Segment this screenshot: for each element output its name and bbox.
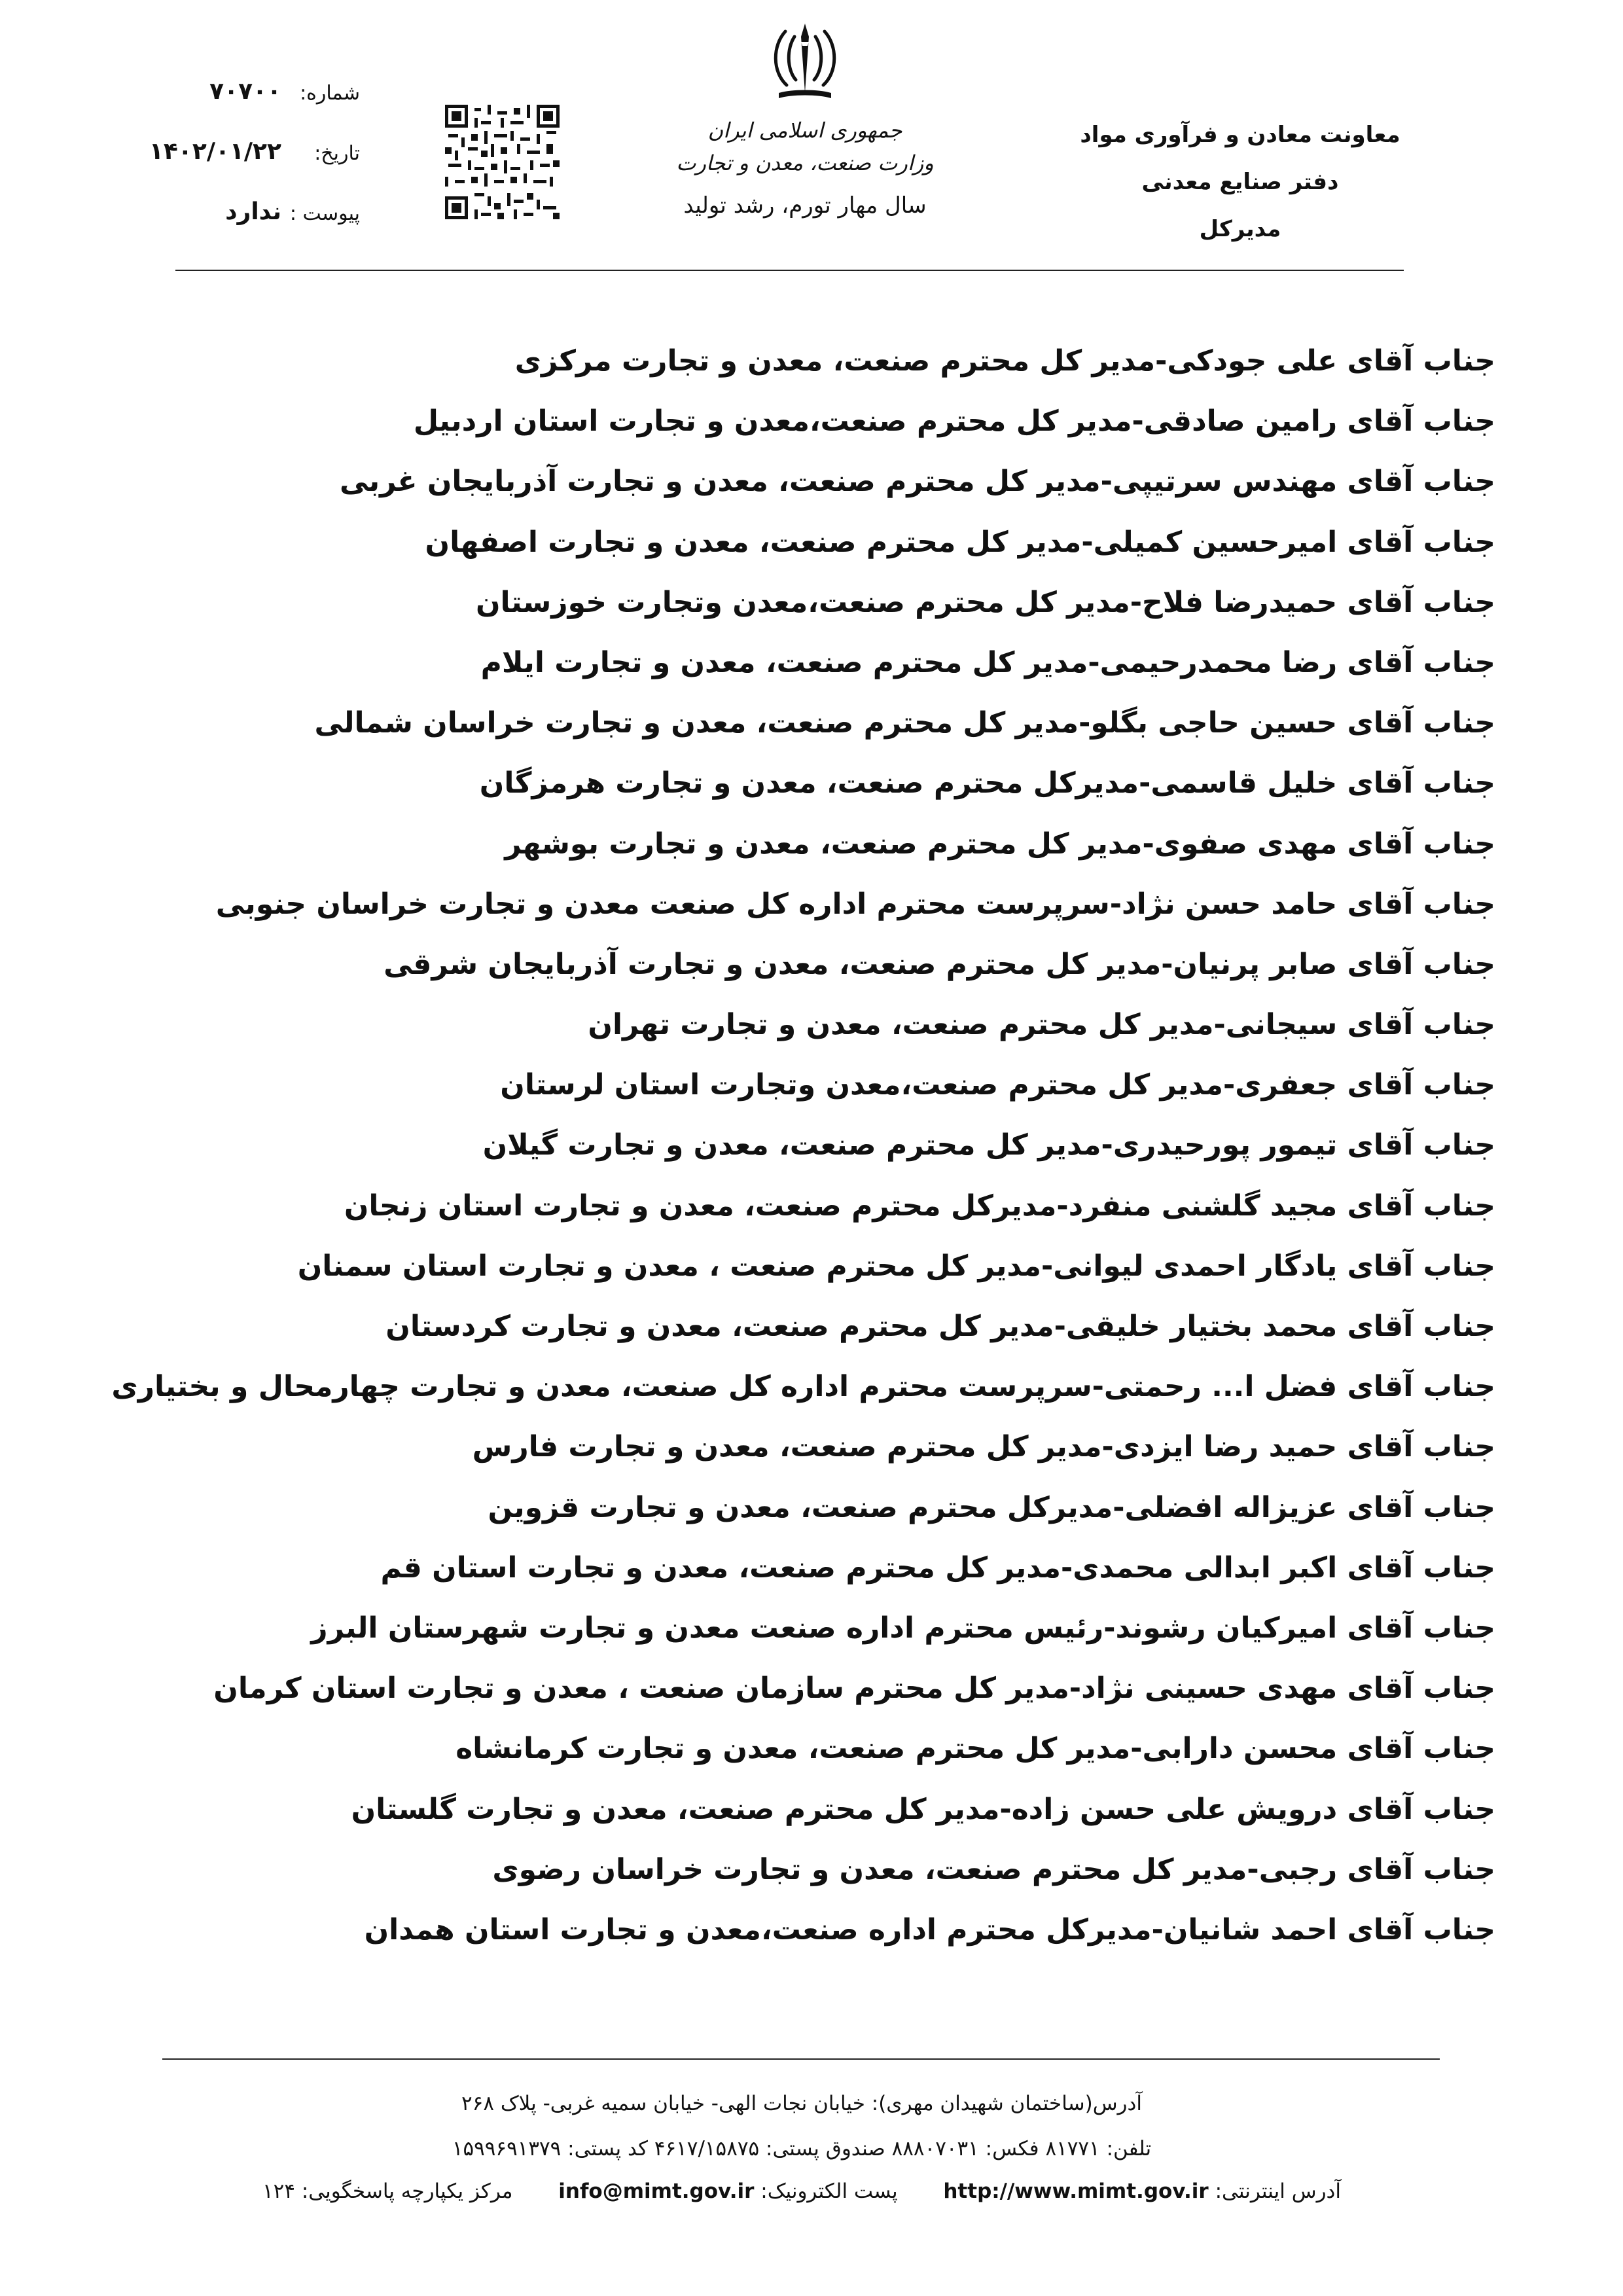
footer-address: آدرس(ساختمان شهیدان مهری): خیابان نجات الهی- خیابان سمیه غربی- پلاک ۲۶۸ bbox=[461, 2092, 1142, 2115]
department-block bbox=[1070, 111, 1410, 253]
email-label: پست الکترونیک: bbox=[760, 2179, 898, 2203]
recipient-line: جناب آقای حامد حسن نژاد-سرپرست محترم اداره کل صنعت معدن و تجارت خراسان جنوبی bbox=[215, 887, 1495, 921]
department-line-deputy: معاونت معادن و فرآوری مواد bbox=[1080, 122, 1400, 148]
year-slogan: سال مهار تورم، رشد تولید bbox=[683, 192, 927, 219]
recipient-line: جناب آقای حمیدرضا فلاح-مدیر کل محترم صنعت،معدن وتجارت خوزستان bbox=[475, 585, 1495, 619]
recipient-line: جناب آقای امیرحسین کمیلی-مدیر کل محترم صنعت، معدن و تجارت اصفهان bbox=[425, 525, 1495, 559]
letter-number-label: شماره: bbox=[300, 82, 360, 105]
recipient-line: جناب آقای علی جودکی-مدیر کل محترم صنعت، معدن و تجارت مرکزی bbox=[514, 344, 1495, 378]
website-label: آدرس اینترنتی: bbox=[1215, 2179, 1341, 2203]
ministry-name-line1: جمهوری اسلامی ایران bbox=[707, 118, 902, 143]
recipient-line: جناب آقای احمد شانیان-مدیرکل محترم اداره صنعت،معدن و تجارت استان همدان bbox=[364, 1912, 1495, 1946]
recipient-line: جناب آقای محسن دارابی-مدیر کل محترم صنعت، معدن و تجارت کرمانشاه bbox=[455, 1732, 1495, 1766]
recipient-line: جناب آقای رجبی-مدیر کل محترم صنعت، معدن و تجارت خراسان رضوی bbox=[492, 1852, 1495, 1886]
recipient-line: جناب آقای یادگار احمدی لیوانی-مدیر کل محترم صنعت ، معدن و تجارت استان سمنان bbox=[297, 1249, 1495, 1283]
footer-phone-line: تلفن: ۸۱۷۷۱ فکس: ۸۸۸۰۷۰۳۱ صندوق پستی: ۴۶۱۷/۱۵۸۷۵ کد پستی: ۱۵۹۹۶۹۱۳۷۹ bbox=[452, 2137, 1152, 2161]
recipient-line: جناب آقای فضل ا... رحمتی-سرپرست محترم اداره کل صنعت، معدن و تجارت چهارمحال و بختیاری bbox=[111, 1370, 1495, 1404]
website-link[interactable]: http://www.mimt.gov.ir bbox=[943, 2179, 1209, 2203]
recipient-line: جناب آقای حسین حاجی بگلو-مدیر کل محترم صنعت، معدن و تجارت خراسان شمالی bbox=[314, 706, 1495, 740]
recipient-line: جناب آقای مهندس سرتیپی-مدیر کل محترم صنعت، معدن و تجارت آذربایجان غربی bbox=[340, 465, 1495, 499]
email-link[interactable]: info@mimt.gov.ir bbox=[558, 2179, 755, 2203]
recipient-line: جناب آقای صابر پرنیان-مدیر کل محترم صنعت، معدن و تجارت آذربایجان شرقی bbox=[383, 947, 1495, 981]
recipient-line: جناب آقای رامین صادقی-مدیر کل محترم صنعت،معدن و تجارت استان اردبیل bbox=[413, 404, 1495, 439]
recipient-line: جناب آقای حمید رضا ایزدی-مدیر کل محترم صنعت، معدن و تجارت فارس bbox=[472, 1430, 1495, 1464]
ministry-logo-block bbox=[668, 20, 942, 219]
header-divider bbox=[175, 270, 1404, 271]
recipient-line: جناب آقای مجید گلشنی منفرد-مدیرکل محترم صنعت، معدن و تجارت استان زنجان bbox=[344, 1189, 1495, 1223]
letter-date-value: ۱۴۰۲/۰۱/۲۲ bbox=[149, 138, 281, 165]
department-line-director: مدیرکل bbox=[1199, 216, 1281, 242]
recipients-list bbox=[88, 331, 1495, 1960]
recipient-line: جناب آقای امیرکیان رشوند-رئیس محترم اداره صنعت معدن و تجارت شهرستان البرز bbox=[311, 1611, 1495, 1645]
iran-emblem-icon bbox=[766, 20, 844, 111]
department-line-office: دفتر صنایع معدنی bbox=[1141, 169, 1339, 195]
recipient-line: جناب آقای اکبر ابدالی محمدی-مدیر کل محترم صنعت، معدن و تجارت استان قم bbox=[380, 1551, 1495, 1585]
letter-number-value: ۷۰۷۰۰ bbox=[209, 78, 281, 105]
call-center: مرکز یکپارچه پاسخگویی: ۱۲۴ bbox=[262, 2179, 513, 2203]
recipient-line: جناب آقای تیمور پورحیدری-مدیر کل محترم صنعت، معدن و تجارت گیلان bbox=[482, 1128, 1495, 1162]
letter-attachment-row bbox=[190, 196, 360, 256]
qr-code-icon bbox=[445, 105, 560, 219]
letter-attachment-label: پیوست : bbox=[289, 202, 360, 225]
letter-number-row bbox=[190, 75, 360, 135]
recipient-line: جناب آقای سیجانی-مدیر کل محترم صنعت، معدن و تجارت تهران bbox=[588, 1008, 1495, 1042]
recipient-line: جناب آقای عزیزاله افضلی-مدیرکل محترم صنعت، معدن و تجارت قزوین bbox=[488, 1490, 1495, 1524]
recipient-line: جناب آقای خلیل قاسمی-مدیرکل محترم صنعت، معدن و تجارت هرمزگان bbox=[479, 766, 1495, 800]
letter-date-label: تاریخ: bbox=[314, 142, 360, 165]
recipient-line: جناب آقای جعفری-مدیر کل محترم صنعت،معدن وتجارت استان لرستان bbox=[500, 1068, 1495, 1102]
footer-contact-line bbox=[196, 2179, 1407, 2203]
recipient-line: جناب آقای مهدی صفوی-مدیر کل محترم صنعت، معدن و تجارت بوشهر bbox=[505, 827, 1495, 861]
letter-attachment-value: ندارد bbox=[225, 198, 281, 225]
ministry-name-line2: وزارت صنعت، معدن و تجارت bbox=[676, 151, 934, 175]
recipient-line: جناب آقای محمد بختیار خلیقی-مدیر کل محترم صنعت، معدن و تجارت کردستان bbox=[385, 1310, 1495, 1343]
letter-date-row bbox=[149, 135, 360, 196]
recipient-line: جناب آقای مهدی حسینی نژاد-مدیر کل محترم سازمان صنعت ، معدن و تجارت استان کرمان bbox=[213, 1672, 1495, 1706]
recipient-line: جناب آقای درویش علی حسن زاده-مدیر کل محترم صنعت، معدن و تجارت گلستان bbox=[351, 1792, 1495, 1826]
letter-meta bbox=[149, 75, 360, 256]
recipient-line: جناب آقای رضا محمدرحیمی-مدیر کل محترم صنعت، معدن و تجارت ایلام bbox=[480, 645, 1495, 679]
footer-divider bbox=[162, 2058, 1440, 2060]
